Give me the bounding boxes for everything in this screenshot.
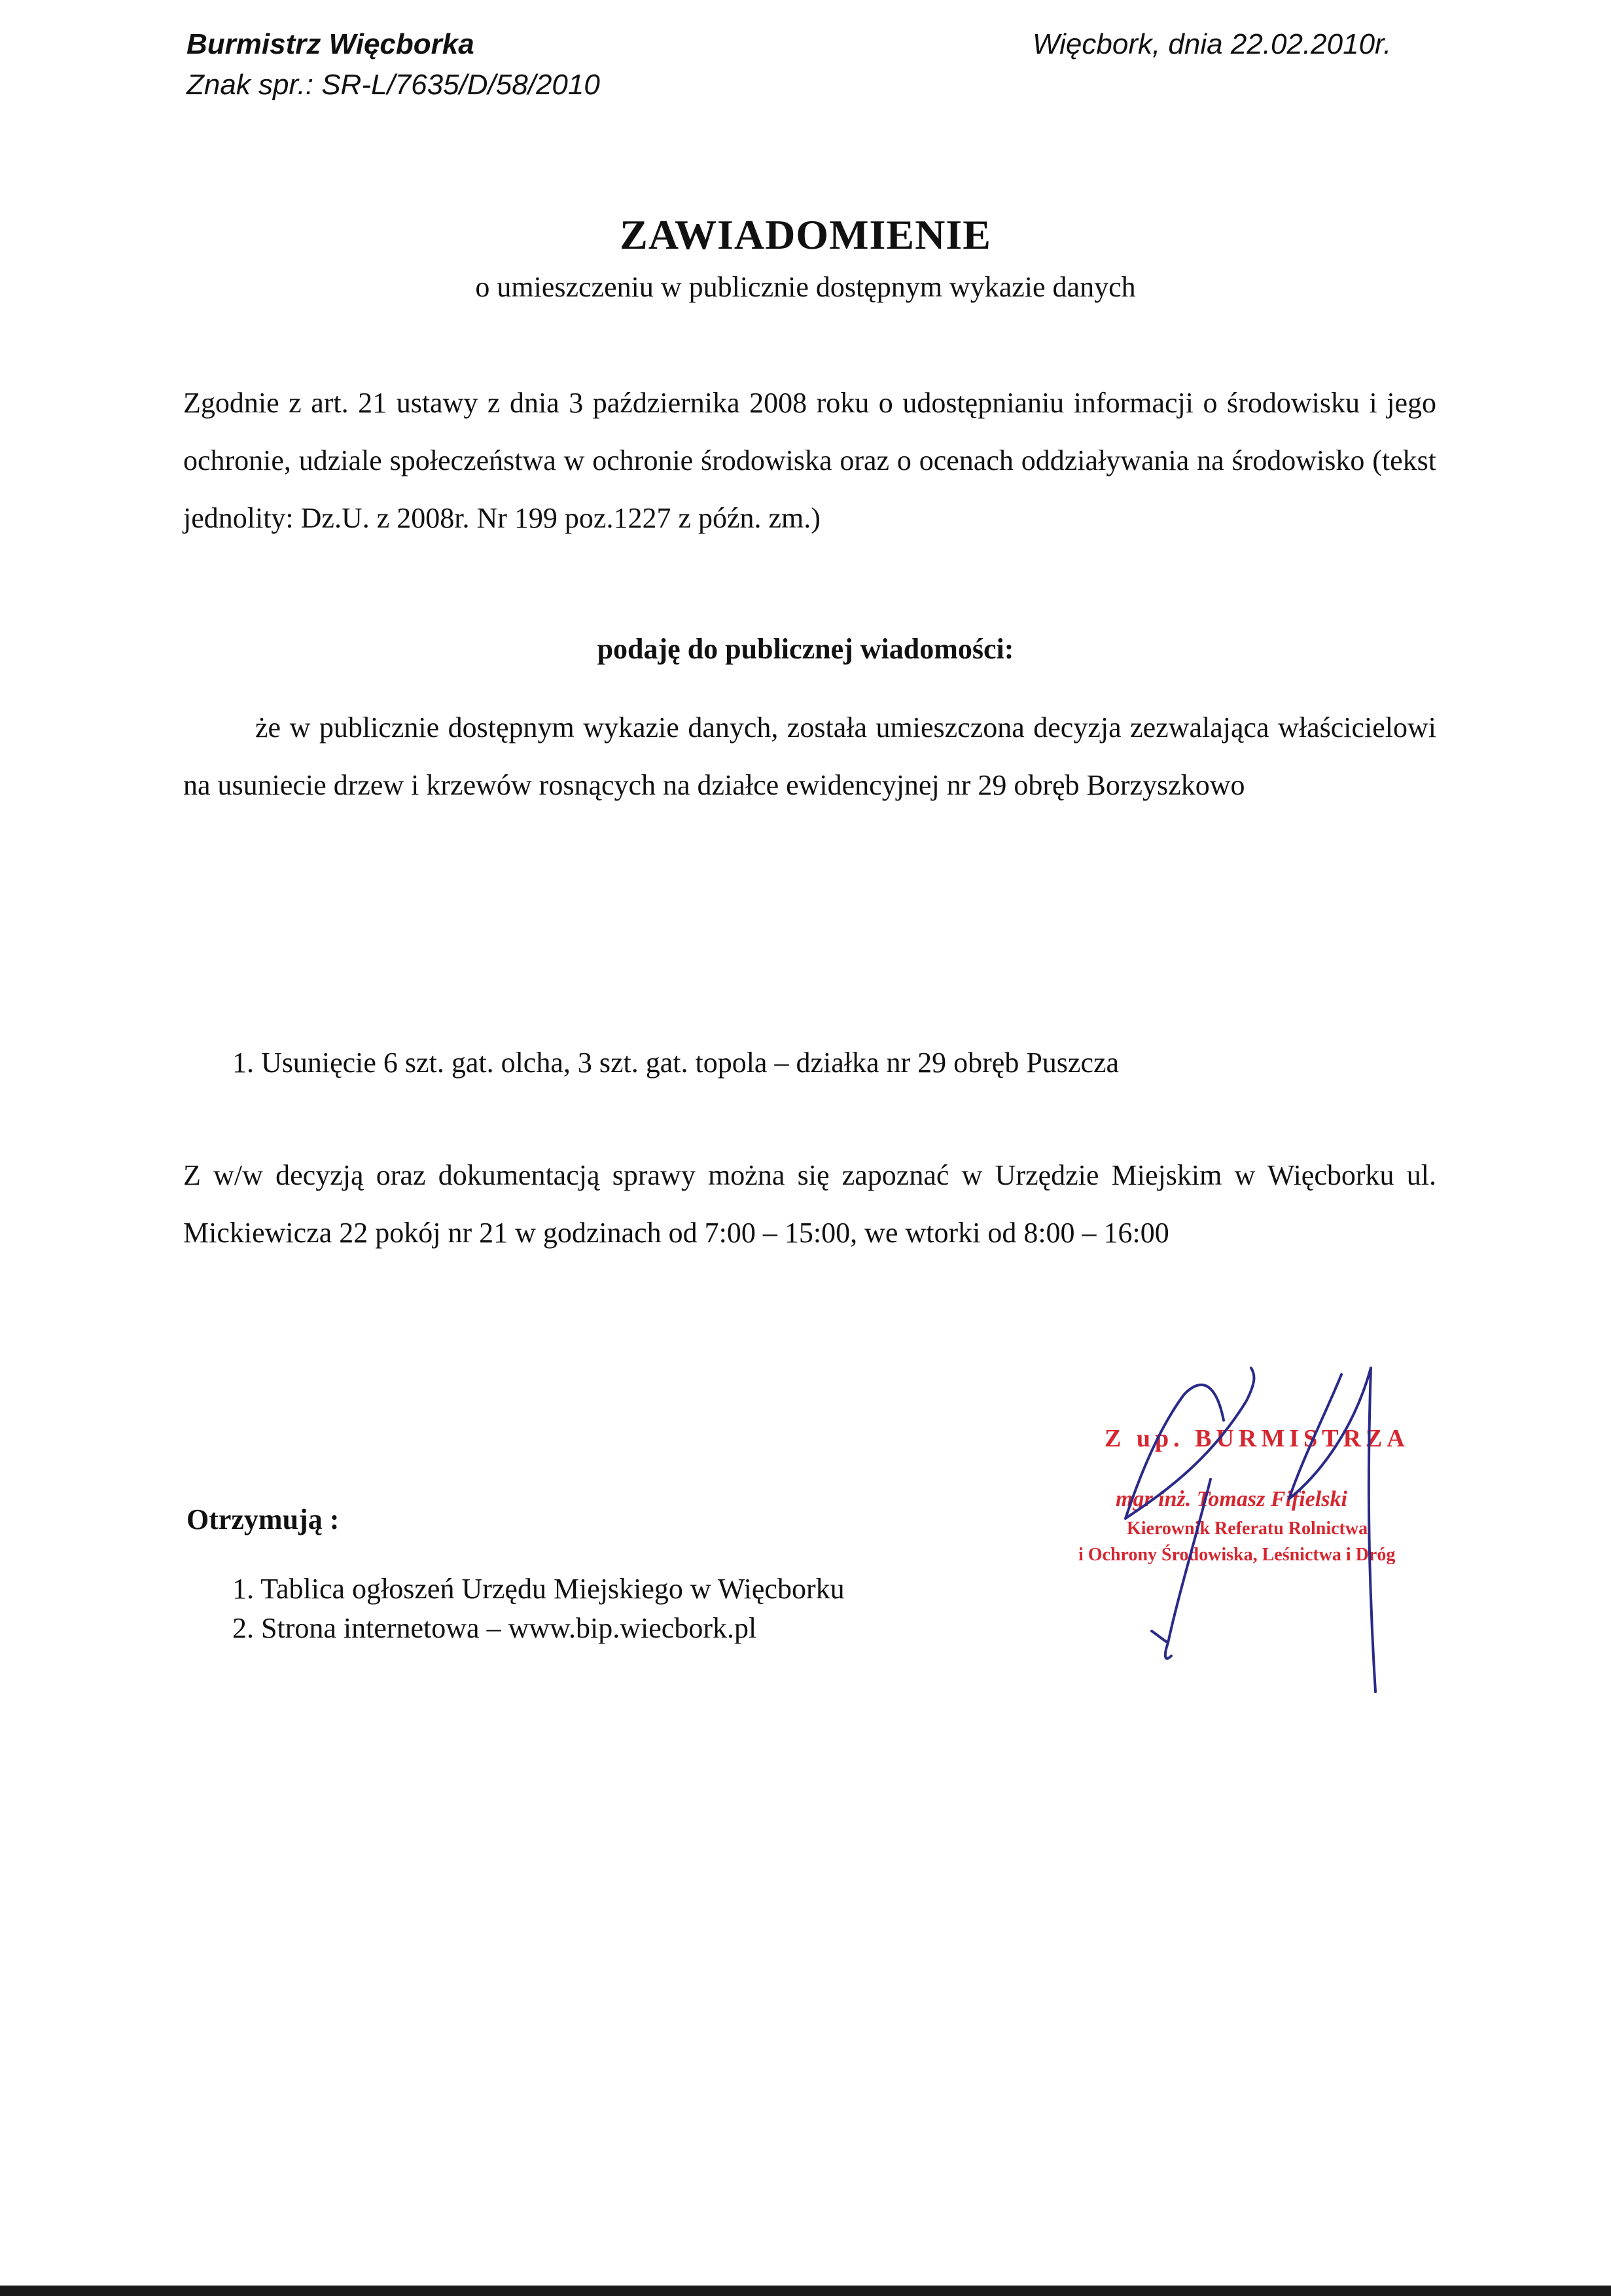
place-and-date: Więcbork, dnia 22.02.2010r. — [1033, 28, 1392, 60]
document-subtitle: o umieszczeniu w publicznie dostępnym wykazie danych — [475, 271, 1136, 303]
info-paragraph: Z w/w decyzją oraz dokumentacją sprawy można się zapoznać w Urzędzie Miejskim w Więcborku ul. Mickiewicza 22 pokój nr 21 w godzinach od 7:00 – 15:00, we wtorki od 8:00 – 16:00 — [183, 1159, 1436, 1249]
scan-border — [0, 2286, 1611, 2296]
list-item: 1. Usunięcie 6 szt. gat. olcha, 3 szt. gat. topola – działka nr 29 obręb Puszcza — [232, 1047, 1120, 1079]
recipient-item: 2. Strona internetowa – www.bip.wiecbork.pl — [232, 1612, 757, 1644]
recipient-item: 1. Tablica ogłoszeń Urzędu Miejskiego w Więcborku — [232, 1573, 845, 1605]
stamp-authority: Z up. BURMISTRZA — [1105, 1425, 1409, 1452]
announcement-paragraph: że w publicznie dostępnym wykazie danych, została umieszczona decyzja zezwalająca właścicielowi na usuniecie drzew i krzewów rosnących na działce ewidencyjnej nr 29 obręb Borzyszkowo — [183, 711, 1436, 801]
stamp-department: i Ochrony Środowiska, Leśnictwa i Dróg — [1078, 1545, 1396, 1565]
issuer: Burmistrz Więcborka — [186, 28, 474, 60]
stamp-name: mgr inż. Tomasz Fifielski — [1116, 1487, 1347, 1511]
announcement-heading: podaję do publicznej wiadomości: — [597, 633, 1014, 665]
recipients-heading: Otrzymują : — [186, 1503, 340, 1535]
signature — [1106, 1348, 1433, 1702]
intro-paragraph: Zgodnie z art. 21 ustawy z dnia 3 października 2008 roku o udostępnianiu informacji o środowisku i jego ochronie, udziale społeczeństwa w ochronie środowiska oraz o ocenach oddziaływania na środowisko (tekst jednolity: Dz.U. z 2008r. Nr 199 poz.1227 z późn. zm.) — [183, 387, 1436, 534]
document-title: ZAWIADOMIENIE — [620, 211, 991, 258]
stamp-position: Kierownik Referatu Rolnictwa — [1127, 1518, 1368, 1539]
reference-number: Znak spr.: SR-L/7635/D/58/2010 — [186, 69, 600, 101]
